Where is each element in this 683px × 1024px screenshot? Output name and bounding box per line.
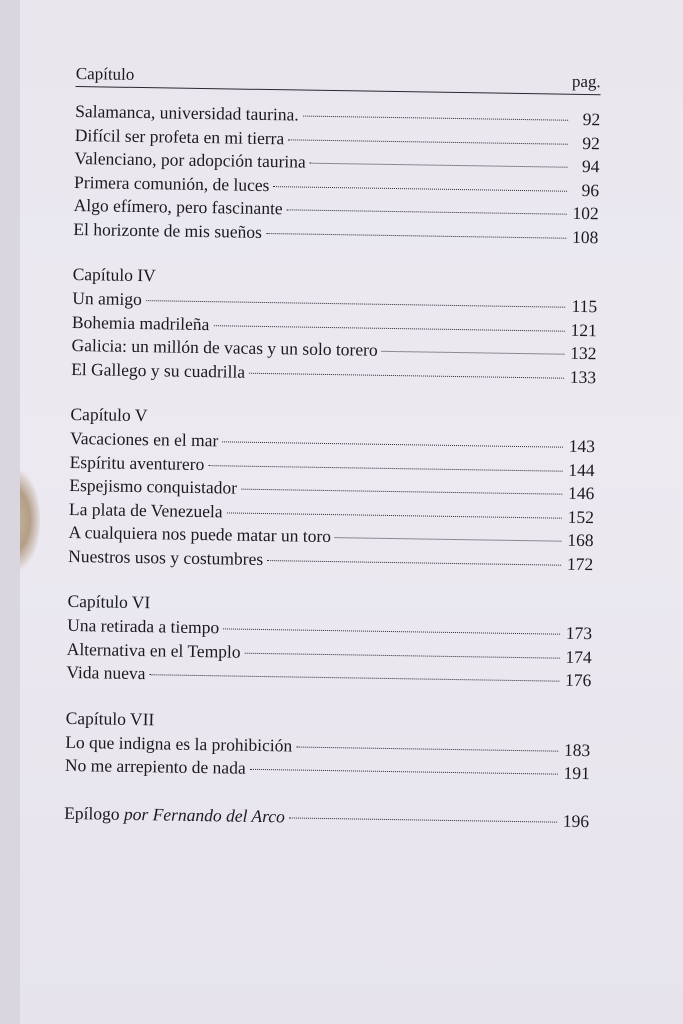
toc-section	[71, 264, 598, 390]
toc-section	[73, 101, 600, 250]
dot-leader	[222, 441, 563, 447]
chapter-heading: Capítulo VI	[67, 590, 151, 613]
epilogue-label: Epílogo	[64, 802, 120, 824]
entry-title: Vacaciones en el mar	[69, 427, 219, 451]
dot-leader	[245, 652, 560, 658]
entry-title: La plata de Venezuela	[68, 498, 223, 521]
entry-page: 172	[566, 553, 594, 574]
entry-page: 174	[565, 646, 592, 667]
entry-page: 168	[567, 529, 594, 551]
entry-title: Lo que indigna es la prohibición	[65, 731, 293, 755]
dot-leader	[208, 465, 562, 472]
entry-title: El Gallego y su cuadrilla	[71, 358, 246, 382]
dot-leader	[303, 116, 568, 121]
entry-title: Algo efímero, pero fascinante	[73, 194, 283, 219]
entry-page: 191	[563, 762, 591, 784]
entry-page: 132	[570, 342, 597, 364]
entry-page: 133	[569, 366, 597, 387]
page-column-label: pag.	[571, 71, 601, 92]
entry-page: 92	[582, 108, 601, 130]
toc-section	[68, 404, 596, 577]
entry-page: 92	[582, 132, 600, 153]
entry-page: 121	[570, 319, 598, 340]
entry-page: 152	[567, 506, 595, 527]
dot-leader	[150, 674, 560, 681]
entry-page: 183	[563, 739, 591, 760]
entry-title: Nuestros usos y costumbres	[68, 545, 264, 569]
dot-leader	[335, 537, 562, 542]
entry-page: 144	[568, 459, 595, 480]
entry-page: 115	[571, 295, 598, 317]
dot-leader	[289, 817, 557, 822]
dot-leader	[266, 233, 566, 239]
dot-leader	[273, 186, 567, 192]
dot-leader	[146, 300, 565, 308]
dot-leader	[213, 325, 564, 332]
chapter-column-label: Capítulo	[75, 63, 135, 84]
epilogue-title	[64, 802, 285, 826]
toc-section	[65, 707, 591, 786]
entry-page: 146	[567, 482, 595, 504]
dot-leader	[249, 372, 564, 378]
epilogue-page: 196	[562, 810, 590, 831]
table-of-contents	[64, 62, 601, 834]
dot-leader	[223, 628, 560, 634]
entry-title: A cualquiera nos puede matar un toro	[68, 521, 332, 547]
entry-title: Vida nueva	[66, 661, 146, 684]
entry-title: Valenciano, por adopción taurina	[74, 147, 306, 172]
dot-leader	[288, 139, 568, 144]
chapter-heading: Capítulo V	[70, 403, 148, 426]
entry-title: Primera comunión, de luces	[73, 171, 270, 195]
entry-title: El horizonte de mis sueños	[73, 218, 263, 242]
entry-page: 108	[571, 226, 599, 247]
entry-page: 173	[565, 622, 593, 644]
toc-header	[76, 62, 601, 95]
toc-section	[66, 591, 592, 694]
dot-leader	[382, 351, 565, 355]
dot-leader	[267, 560, 561, 566]
entry-page: 94	[581, 155, 600, 177]
entry-title: Galicia: un millón de vacas y un solo torero	[71, 334, 378, 360]
entry-title: Espíritu aventurero	[69, 451, 205, 474]
entry-page: 102	[572, 202, 599, 224]
dot-leader	[287, 209, 567, 214]
chapter-heading: Capítulo VII	[65, 707, 155, 729]
entry-page: 143	[568, 435, 596, 457]
entry-title: Espejismo conquistador	[69, 474, 238, 498]
epilogue-author: por Fernando del Arco	[123, 803, 286, 826]
entry-title: Bohemia madrileña	[71, 311, 210, 334]
entry-title: Salamanca, universidad taurina.	[75, 100, 299, 125]
entry-title: Alternativa en el Templo	[66, 638, 241, 662]
entry-title: Difícil ser profeta en mi tierra	[74, 124, 285, 148]
entry-title: Una retirada a tiempo	[66, 614, 220, 638]
chapter-heading: Capítulo IV	[72, 263, 156, 286]
entry-page: 176	[564, 669, 592, 691]
epilogue-entry	[64, 802, 589, 834]
entry-title: Un amigo	[72, 287, 142, 310]
book-page	[20, 0, 683, 1024]
dot-leader	[250, 769, 558, 775]
finger-shadow	[20, 470, 40, 570]
entry-page: 96	[581, 179, 600, 200]
dot-leader	[310, 163, 568, 168]
toc-sections	[65, 101, 601, 787]
dot-leader	[241, 489, 562, 495]
entry-title: No me arrepiento de nada	[64, 754, 246, 778]
dot-leader	[296, 746, 558, 751]
dot-leader	[227, 512, 562, 518]
